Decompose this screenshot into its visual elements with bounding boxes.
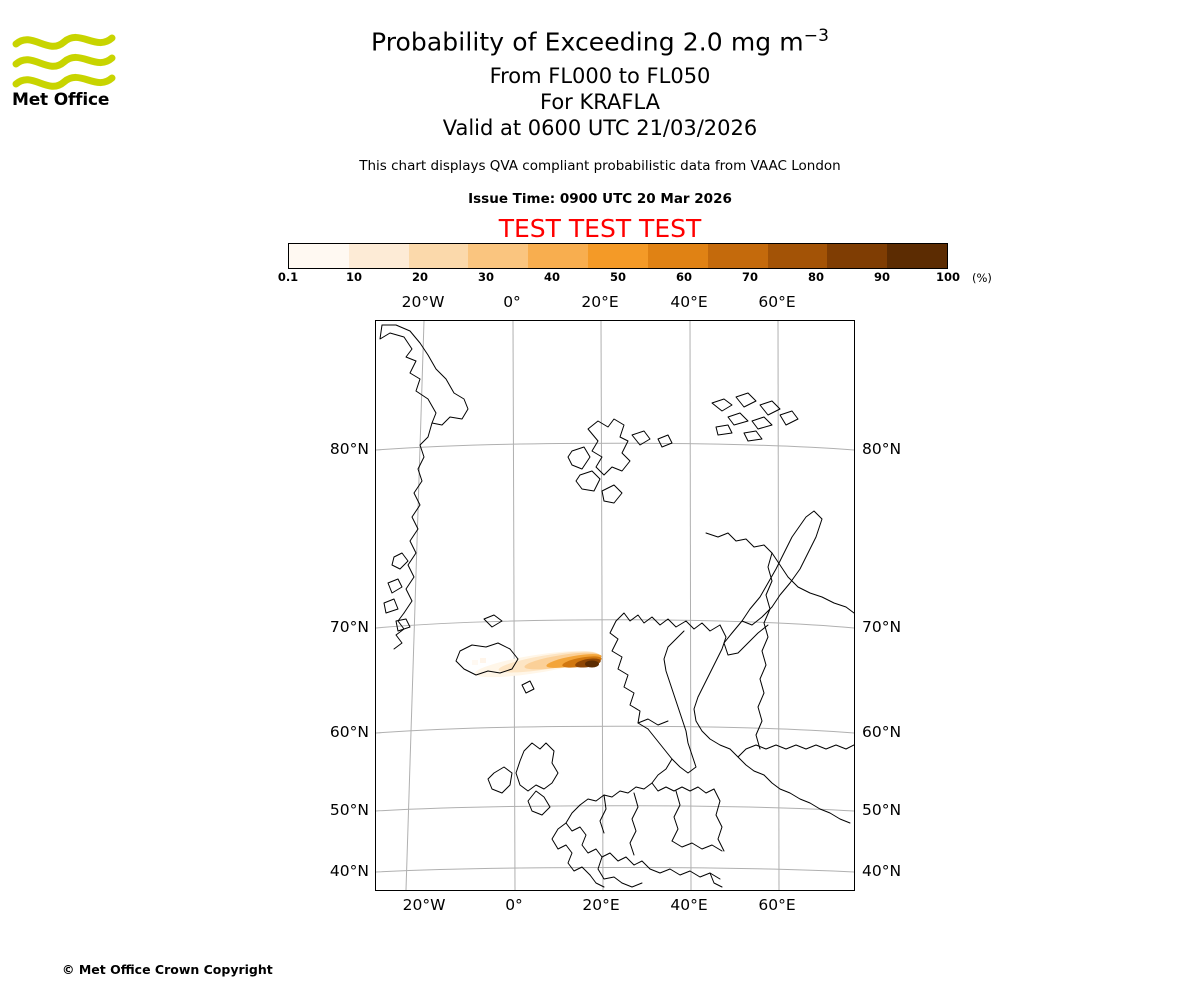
lat-tick-right-40°N: 40°N (862, 862, 902, 880)
flight-level-subtitle: From FL000 to FL050 (489, 64, 711, 88)
lat-tick-left-60°N: 60°N (329, 723, 369, 741)
colorbar-segment-5 (588, 244, 648, 268)
page-title-exponent: −3 (803, 26, 830, 46)
colorbar-segment-8 (768, 244, 828, 268)
colorbar-unit-label: (%) (972, 271, 992, 285)
lon-tick-bottom-60°E: 60°E (758, 896, 796, 914)
colorbar-segment-4 (528, 244, 588, 268)
colorbar-tick-labels (277, 270, 961, 286)
test-banner: TEST TEST TEST (498, 214, 702, 243)
lat-tick-right-60°N: 60°N (862, 723, 902, 741)
colorbar-tick-50: 50 (609, 270, 627, 284)
issue-time-label: Issue Time: 0900 UTC 20 Mar 2026 (468, 191, 732, 207)
lat-tick-right-80°N: 80°N (862, 440, 902, 458)
site-subtitle: For KRAFLA (540, 90, 660, 114)
colorbar-segment-7 (708, 244, 768, 268)
copyright-notice: © Met Office Crown Copyright (62, 962, 273, 977)
lat-tick-right-50°N: 50°N (862, 801, 902, 819)
colorbar-tick-70: 70 (741, 270, 759, 284)
probability-colorbar (288, 243, 948, 269)
lat-tick-left-80°N: 80°N (329, 440, 369, 458)
colorbar-tick-100: 100 (935, 270, 961, 284)
page-title-text: Probability of Exceeding 2.0 mg m (370, 27, 804, 57)
lat-tick-left-70°N: 70°N (329, 618, 369, 636)
colorbar-tick-10: 10 (345, 270, 363, 284)
lon-tick-bottom-20°W: 20°W (402, 896, 446, 914)
met-office-logo-text: Met Office (12, 90, 110, 110)
colorbar-segment-6 (648, 244, 708, 268)
colorbar-tick-30: 30 (477, 270, 495, 284)
lon-tick-top-60°E: 60°E (758, 293, 796, 311)
lon-tick-bottom-0°: 0° (505, 896, 523, 914)
colorbar-tick-20: 20 (411, 270, 429, 284)
map-graticule (376, 321, 854, 890)
colorbar-tick-80: 80 (807, 270, 825, 284)
lat-tick-left-50°N: 50°N (329, 801, 369, 819)
ash-plume-overlay (472, 645, 602, 682)
colorbar-segment-9 (827, 244, 887, 268)
colorbar-tick-60: 60 (675, 270, 693, 284)
lat-tick-right-70°N: 70°N (862, 618, 902, 636)
colorbar-segment-0 (289, 244, 349, 268)
map-coastlines (380, 325, 854, 887)
page-title (0, 26, 1200, 56)
colorbar-segment-10 (887, 244, 947, 268)
colorbar-segment-3 (468, 244, 528, 268)
valid-time-subtitle: Valid at 0600 UTC 21/03/2026 (442, 116, 758, 140)
lon-tick-bottom-40°E: 40°E (670, 896, 708, 914)
map-plot-area[interactable] (375, 320, 855, 891)
colorbar-tick-40: 40 (543, 270, 561, 284)
colorbar-tick-90: 90 (873, 270, 891, 284)
lon-tick-top-20°E: 20°E (581, 293, 619, 311)
colorbar-segment-2 (409, 244, 469, 268)
map-graphic (376, 321, 854, 890)
lat-tick-left-40°N: 40°N (329, 862, 369, 880)
lon-tick-top-40°E: 40°E (670, 293, 708, 311)
data-source-note: This chart displays QVA compliant probabilistic data from VAAC London (359, 158, 841, 174)
colorbar-tick-0.1: 0.1 (277, 270, 299, 284)
lon-tick-top-0°: 0° (503, 293, 521, 311)
colorbar-segment-1 (349, 244, 409, 268)
lon-tick-top-20°W: 20°W (401, 293, 445, 311)
lon-tick-bottom-20°E: 20°E (582, 896, 620, 914)
